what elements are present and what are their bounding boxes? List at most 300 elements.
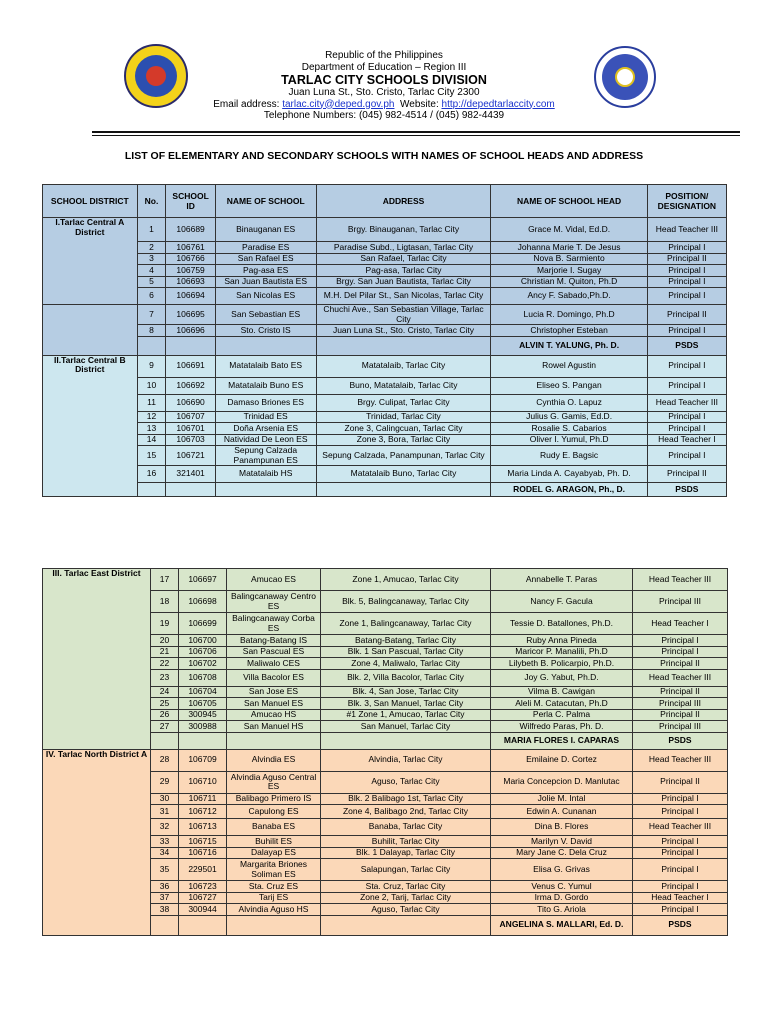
school-address-cell: Matatalaib, Tarlac City xyxy=(316,355,491,377)
school-name-cell: Batang-Batang IS xyxy=(227,635,321,647)
position-cell: Principal I xyxy=(633,805,728,819)
school-number-cell: 22 xyxy=(151,658,179,670)
school-head-cell: Emilaine D. Cortez xyxy=(491,749,633,771)
school-address-cell: San Manuel, Tarlac City xyxy=(321,721,491,733)
header-rule-thin xyxy=(92,135,740,136)
table-row xyxy=(43,434,727,446)
position-cell: Principal II xyxy=(647,253,726,265)
school-id-cell: 106761 xyxy=(166,242,215,254)
school-id-cell: 106711 xyxy=(179,793,227,805)
school-number-cell: 34 xyxy=(151,847,179,859)
school-head-cell: Rudy E. Bagsic xyxy=(491,446,647,466)
school-head-cell: Tessie D. Batallones, Ph.D. xyxy=(491,613,633,635)
column-header: ADDRESS xyxy=(316,185,491,218)
position-cell: Principal I xyxy=(647,355,726,377)
district-name-cell: II.Tarlac Central B District xyxy=(43,355,138,497)
psds-row xyxy=(43,483,727,497)
school-address-cell: #1 Zone 1, Amucao, Tarlac City xyxy=(321,709,491,721)
school-address-cell: Buhilit, Tarlac City xyxy=(321,836,491,848)
table-row xyxy=(43,242,727,254)
school-id-cell: 106709 xyxy=(179,749,227,771)
school-name-cell: Balingcanaway Centro ES xyxy=(227,591,321,613)
school-number-cell: 7 xyxy=(137,305,166,325)
empty-cell xyxy=(321,732,491,749)
school-address-cell: Aguso, Tarlac City xyxy=(321,904,491,916)
school-number-cell: 14 xyxy=(137,434,166,446)
school-name-cell: San Manuel ES xyxy=(227,698,321,710)
school-name-cell: Doña Arsenia ES xyxy=(215,423,316,435)
school-head-cell: Aleli M. Catacutan, Ph.D xyxy=(491,698,633,710)
school-number-cell: 38 xyxy=(151,904,179,916)
school-head-cell: Nancy F. Gacula xyxy=(491,591,633,613)
column-header: No. xyxy=(137,185,166,218)
empty-cell xyxy=(179,915,227,935)
psds-label-cell: PSDS xyxy=(647,483,726,497)
position-cell: Principal I xyxy=(633,847,728,859)
school-number-cell: 36 xyxy=(151,881,179,893)
website-link[interactable]: http://depedtarlaccity.com xyxy=(441,98,555,110)
school-head-cell: Edwin A. Cunanan xyxy=(491,805,633,819)
school-name-cell: Binauganan ES xyxy=(215,218,316,242)
empty-cell xyxy=(137,483,166,497)
position-cell: Principal II xyxy=(633,709,728,721)
school-address-cell: Blk. 1 Dalayap, Tarlac City xyxy=(321,847,491,859)
schools-table-part-2 xyxy=(42,568,728,936)
school-head-cell: Jolie M. Intal xyxy=(491,793,633,805)
school-id-cell: 106716 xyxy=(179,847,227,859)
letterhead xyxy=(0,50,768,122)
table-row xyxy=(43,411,727,423)
empty-cell xyxy=(227,732,321,749)
school-address-cell: Brgy. Culipat, Tarlac City xyxy=(316,394,491,411)
school-number-cell: 21 xyxy=(151,646,179,658)
header-phones: Telephone Numbers: (045) 982-4514 / (045) 982-4439 xyxy=(263,110,505,121)
school-number-cell: 25 xyxy=(151,698,179,710)
position-cell: Head Teacher I xyxy=(633,613,728,635)
school-address-cell: Sta. Cruz, Tarlac City xyxy=(321,881,491,893)
school-name-cell: Tarij ES xyxy=(227,892,321,904)
school-address-cell: Blk. 5, Balingcanaway, Tarlac City xyxy=(321,591,491,613)
school-name-cell: Damaso Briones ES xyxy=(215,394,316,411)
position-cell: Principal I xyxy=(633,904,728,916)
district-name-cell: IV. Tarlac North District A xyxy=(43,749,151,935)
school-name-cell: Villa Bacolor ES xyxy=(227,669,321,686)
column-header: NAME OF SCHOOL xyxy=(215,185,316,218)
school-number-cell: 17 xyxy=(151,569,179,591)
school-address-cell: Paradise Subd., Ligtasan, Tarlac City xyxy=(316,242,491,254)
table-header-row xyxy=(43,185,727,218)
school-head-cell: Dina B. Flores xyxy=(491,819,633,836)
school-number-cell: 32 xyxy=(151,819,179,836)
school-head-cell: Johanna Marie T. De Jesus xyxy=(491,242,647,254)
table-row xyxy=(43,305,727,325)
school-head-cell: Maria Linda A. Cayabyab, Ph. D. xyxy=(491,466,647,483)
empty-cell xyxy=(166,336,215,355)
school-name-cell: Balingcanaway Corba ES xyxy=(227,613,321,635)
table-row xyxy=(43,749,728,771)
school-number-cell: 27 xyxy=(151,721,179,733)
position-cell: Principal I xyxy=(633,836,728,848)
school-head-cell: Lilybeth B. Policarpio, Ph.D. xyxy=(491,658,633,670)
school-id-cell: 300945 xyxy=(179,709,227,721)
school-id-cell: 106721 xyxy=(166,446,215,466)
school-number-cell: 11 xyxy=(137,394,166,411)
school-head-cell: Irma D. Gordo xyxy=(491,892,633,904)
position-cell: Principal I xyxy=(633,859,728,881)
school-id-cell: 106759 xyxy=(166,265,215,277)
empty-cell xyxy=(151,732,179,749)
school-name-cell: Matatalaib Buno ES xyxy=(215,377,316,394)
school-id-cell: 106704 xyxy=(179,686,227,698)
school-name-cell: Paradise ES xyxy=(215,242,316,254)
school-id-cell: 106723 xyxy=(179,881,227,893)
header-address: Juan Luna St., Sto. Cristo, Tarlac City 2300 xyxy=(288,87,480,98)
school-address-cell: Banaba, Tarlac City xyxy=(321,819,491,836)
position-cell: Head Teacher III xyxy=(633,569,728,591)
school-id-cell: 106696 xyxy=(166,325,215,337)
school-number-cell: 5 xyxy=(137,276,166,288)
table-row xyxy=(43,325,727,337)
school-name-cell: Alvindia Aguso Central ES xyxy=(227,771,321,793)
position-cell: Principal I xyxy=(647,423,726,435)
table-row xyxy=(43,377,727,394)
header-line-republic: Republic of the Philippines xyxy=(325,50,443,61)
school-head-cell: Rosalie S. Cabarios xyxy=(491,423,647,435)
school-id-cell: 106694 xyxy=(166,288,215,305)
header-rule xyxy=(92,131,740,133)
school-head-cell: Venus C. Yumul xyxy=(491,881,633,893)
school-head-cell: Ancy F. Sabado,Ph.D. xyxy=(491,288,647,305)
school-head-cell: Maria Concepcion D. Manlutac xyxy=(491,771,633,793)
column-header: SCHOOL ID xyxy=(166,185,215,218)
school-id-cell: 106712 xyxy=(179,805,227,819)
empty-cell xyxy=(166,483,215,497)
empty-cell xyxy=(151,915,179,935)
position-cell: Head Teacher III xyxy=(633,819,728,836)
school-id-cell: 106703 xyxy=(166,434,215,446)
school-address-cell: Zone 3, Bora, Tarlac City xyxy=(316,434,491,446)
school-name-cell: Amucao HS xyxy=(227,709,321,721)
school-number-cell: 31 xyxy=(151,805,179,819)
school-number-cell: 20 xyxy=(151,635,179,647)
school-head-cell: Christopher Esteban xyxy=(491,325,647,337)
position-cell: Principal II xyxy=(633,686,728,698)
school-id-cell: 106698 xyxy=(179,591,227,613)
school-id-cell: 229501 xyxy=(179,859,227,881)
school-number-cell: 15 xyxy=(137,446,166,466)
header-contact xyxy=(0,99,768,111)
school-name-cell: Banaba ES xyxy=(227,819,321,836)
table-row xyxy=(43,466,727,483)
school-head-cell: Grace M. Vidal, Ed.D. xyxy=(491,218,647,242)
school-name-cell: Maliwalo CES xyxy=(227,658,321,670)
school-number-cell: 9 xyxy=(137,355,166,377)
school-id-cell: 106700 xyxy=(179,635,227,647)
school-number-cell: 6 xyxy=(137,288,166,305)
table-row xyxy=(43,253,727,265)
position-cell: Principal II xyxy=(633,658,728,670)
psds-name-cell: RODEL G. ARAGON, Ph., D. xyxy=(491,483,647,497)
school-number-cell: 10 xyxy=(137,377,166,394)
school-name-cell: San Jose ES xyxy=(227,686,321,698)
school-number-cell: 18 xyxy=(151,591,179,613)
school-id-cell: 106710 xyxy=(179,771,227,793)
school-name-cell: Matatalaib Bato ES xyxy=(215,355,316,377)
position-cell: Principal II xyxy=(633,771,728,793)
table-row xyxy=(43,265,727,277)
school-id-cell: 106690 xyxy=(166,394,215,411)
school-id-cell: 106692 xyxy=(166,377,215,394)
position-cell: Principal I xyxy=(647,276,726,288)
table-row xyxy=(43,423,727,435)
school-head-cell: Maricor P. Manalili, Ph.D xyxy=(491,646,633,658)
district-name-cell: I.Tarlac Central A District xyxy=(43,218,138,305)
school-name-cell: San Nicolas ES xyxy=(215,288,316,305)
school-address-cell: Chuchi Ave., San Sebastian Village, Tarlac City xyxy=(316,305,491,325)
table-row xyxy=(43,446,727,466)
position-cell: Principal I xyxy=(647,242,726,254)
table-row xyxy=(43,288,727,305)
psds-name-cell: MARIA FLORES I. CAPARAS xyxy=(491,732,633,749)
school-id-cell: 106715 xyxy=(179,836,227,848)
school-address-cell: Brgy. San Juan Bautista, Tarlac City xyxy=(316,276,491,288)
school-head-cell: Rowel Agustin xyxy=(491,355,647,377)
school-name-cell: Natividad De Leon ES xyxy=(215,434,316,446)
position-cell: Head Teacher I xyxy=(647,434,726,446)
school-number-cell: 29 xyxy=(151,771,179,793)
district-blank-cell xyxy=(43,305,138,356)
school-id-cell: 106697 xyxy=(179,569,227,591)
position-cell: Principal I xyxy=(647,377,726,394)
school-id-cell: 106713 xyxy=(179,819,227,836)
school-head-cell: Nova B. Sarmiento xyxy=(491,253,647,265)
school-id-cell: 106701 xyxy=(166,423,215,435)
school-number-cell: 26 xyxy=(151,709,179,721)
school-address-cell: Juan Luna St., Sto. Cristo, Tarlac City xyxy=(316,325,491,337)
school-address-cell: Matatalaib Buno, Tarlac City xyxy=(316,466,491,483)
school-id-cell: 106699 xyxy=(179,613,227,635)
school-address-cell: Salapungan, Tarlac City xyxy=(321,859,491,881)
school-head-cell: Eliseo S. Pangan xyxy=(491,377,647,394)
position-cell: Principal III xyxy=(633,591,728,613)
school-id-cell: 106705 xyxy=(179,698,227,710)
school-name-cell: San Rafael ES xyxy=(215,253,316,265)
school-id-cell: 106706 xyxy=(179,646,227,658)
table-row xyxy=(43,394,727,411)
school-head-cell: Joy G. Yabut, Ph.D. xyxy=(491,669,633,686)
school-head-cell: Ruby Anna Pineda xyxy=(491,635,633,647)
school-head-cell: Christian M. Quiton, Ph.D xyxy=(491,276,647,288)
school-address-cell: Zone 1, Balingcanaway, Tarlac City xyxy=(321,613,491,635)
empty-cell xyxy=(321,915,491,935)
school-head-cell: Vilma B. Cawigan xyxy=(491,686,633,698)
school-name-cell: Balibago Primero IS xyxy=(227,793,321,805)
school-head-cell: Cynthia O. Lapuz xyxy=(491,394,647,411)
empty-cell xyxy=(215,336,316,355)
position-cell: Principal I xyxy=(633,635,728,647)
school-head-cell: Oliver I. Yumul, Ph.D xyxy=(491,434,647,446)
school-address-cell: Blk. 2, Villa Bacolor, Tarlac City xyxy=(321,669,491,686)
school-name-cell: Pag-asa ES xyxy=(215,265,316,277)
school-address-cell: Trinidad, Tarlac City xyxy=(316,411,491,423)
school-number-cell: 35 xyxy=(151,859,179,881)
school-head-cell: Marilyn V. David xyxy=(491,836,633,848)
school-address-cell: Alvindia, Tarlac City xyxy=(321,749,491,771)
empty-cell xyxy=(316,336,491,355)
table-row xyxy=(43,218,727,242)
school-address-cell: Buno, Matatalaib, Tarlac City xyxy=(316,377,491,394)
school-number-cell: 30 xyxy=(151,793,179,805)
school-name-cell: Alvindia Aguso HS xyxy=(227,904,321,916)
school-id-cell: 106695 xyxy=(166,305,215,325)
position-cell: Head Teacher III xyxy=(647,218,726,242)
school-head-cell: Wilfredo Paras, Ph. D. xyxy=(491,721,633,733)
position-cell: Principal I xyxy=(647,411,726,423)
school-name-cell: Capulong ES xyxy=(227,805,321,819)
school-number-cell: 12 xyxy=(137,411,166,423)
header-line-department: Department of Education – Region III xyxy=(301,61,467,73)
school-head-cell: Mary Jane C. Dela Cruz xyxy=(491,847,633,859)
school-head-cell: Elisa G. Grivas xyxy=(491,859,633,881)
school-address-cell: M.H. Del Pilar St., San Nicolas, Tarlac City xyxy=(316,288,491,305)
email-link[interactable]: tarlac.city@deped.gov.ph xyxy=(282,98,395,110)
school-id-cell: 106693 xyxy=(166,276,215,288)
school-head-cell: Lucia R. Domingo, Ph.D xyxy=(491,305,647,325)
school-number-cell: 16 xyxy=(137,466,166,483)
school-id-cell: 300944 xyxy=(179,904,227,916)
school-id-cell: 106727 xyxy=(179,892,227,904)
school-name-cell: Buhilit ES xyxy=(227,836,321,848)
school-id-cell: 321401 xyxy=(166,466,215,483)
school-name-cell: Alvindia ES xyxy=(227,749,321,771)
position-cell: Head Teacher III xyxy=(633,749,728,771)
school-head-cell: Perla C. Palma xyxy=(491,709,633,721)
column-header: NAME OF SCHOOL HEAD xyxy=(491,185,647,218)
empty-cell xyxy=(137,336,166,355)
school-address-cell: Zone 4, Maliwalo, Tarlac City xyxy=(321,658,491,670)
position-cell: Head Teacher III xyxy=(647,394,726,411)
column-header: SCHOOL DISTRICT xyxy=(43,185,138,218)
school-name-cell: San Sebastian ES xyxy=(215,305,316,325)
school-address-cell: Zone 3, Calingcuan, Tarlac City xyxy=(316,423,491,435)
table-row xyxy=(43,569,728,591)
school-name-cell: Sta. Cruz ES xyxy=(227,881,321,893)
school-address-cell: Batang-Batang, Tarlac City xyxy=(321,635,491,647)
school-head-cell: Tito G. Ariola xyxy=(491,904,633,916)
school-address-cell: Blk. 4, San Jose, Tarlac City xyxy=(321,686,491,698)
school-name-cell: Matatalaib HS xyxy=(215,466,316,483)
school-number-cell: 28 xyxy=(151,749,179,771)
school-number-cell: 1 xyxy=(137,218,166,242)
school-address-cell: Pag-asa, Tarlac City xyxy=(316,265,491,277)
empty-cell xyxy=(227,915,321,935)
district-name-cell: III. Tarlac East District xyxy=(43,569,151,750)
position-cell: Principal I xyxy=(647,446,726,466)
school-address-cell: Aguso, Tarlac City xyxy=(321,771,491,793)
school-name-cell: San Juan Bautista ES xyxy=(215,276,316,288)
school-name-cell: San Pascual ES xyxy=(227,646,321,658)
school-head-cell: Julius G. Gamis, Ed.D. xyxy=(491,411,647,423)
school-number-cell: 37 xyxy=(151,892,179,904)
school-name-cell: Margarita Briones Soliman ES xyxy=(227,859,321,881)
position-cell: Principal III xyxy=(633,721,728,733)
school-name-cell: Trinidad ES xyxy=(215,411,316,423)
school-name-cell: Sepung Calzada Panampunan ES xyxy=(215,446,316,466)
psds-row xyxy=(43,336,727,355)
school-number-cell: 8 xyxy=(137,325,166,337)
school-number-cell: 4 xyxy=(137,265,166,277)
school-address-cell: Zone 1, Amucao, Tarlac City xyxy=(321,569,491,591)
school-number-cell: 3 xyxy=(137,253,166,265)
school-name-cell: Amucao ES xyxy=(227,569,321,591)
school-id-cell: 106689 xyxy=(166,218,215,242)
school-head-cell: Marjorie I. Sugay xyxy=(491,265,647,277)
website-label: Website: xyxy=(394,98,442,110)
position-cell: Principal II xyxy=(647,305,726,325)
school-address-cell: Blk. 1 San Pascual, Tarlac City xyxy=(321,646,491,658)
school-address-cell: Zone 2, Tarij, Tarlac City xyxy=(321,892,491,904)
school-id-cell: 106708 xyxy=(179,669,227,686)
school-number-cell: 13 xyxy=(137,423,166,435)
school-name-cell: Dalayap ES xyxy=(227,847,321,859)
school-address-cell: Sepung Calzada, Panampunan, Tarlac City xyxy=(316,446,491,466)
school-id-cell: 106702 xyxy=(179,658,227,670)
psds-name-cell: ALVIN T. YALUNG, Ph. D. xyxy=(491,336,647,355)
school-address-cell: Zone 4, Balibago 2nd, Tarlac City xyxy=(321,805,491,819)
school-number-cell: 24 xyxy=(151,686,179,698)
psds-label-cell: PSDS xyxy=(633,732,728,749)
position-cell: Principal II xyxy=(647,466,726,483)
empty-cell xyxy=(215,483,316,497)
school-address-cell: Brgy. Binauganan, Tarlac City xyxy=(316,218,491,242)
school-address-cell: San Rafael, Tarlac City xyxy=(316,253,491,265)
school-head-cell: Annabelle T. Paras xyxy=(491,569,633,591)
school-address-cell: Blk. 3, San Manuel, Tarlac City xyxy=(321,698,491,710)
email-label: Email address: xyxy=(213,98,283,110)
position-cell: Principal I xyxy=(647,265,726,277)
division-name: TARLAC CITY SCHOOLS DIVISION xyxy=(281,73,487,87)
position-cell: Principal III xyxy=(633,698,728,710)
psds-label-cell: PSDS xyxy=(647,336,726,355)
position-cell: Principal I xyxy=(633,646,728,658)
empty-cell xyxy=(179,732,227,749)
table-row xyxy=(43,276,727,288)
school-id-cell: 300988 xyxy=(179,721,227,733)
position-cell: Principal I xyxy=(647,288,726,305)
column-header: POSITION/ DESIGNATION xyxy=(647,185,726,218)
position-cell: Head Teacher I xyxy=(633,892,728,904)
empty-cell xyxy=(316,483,491,497)
school-name-cell: Sto. Cristo IS xyxy=(215,325,316,337)
school-name-cell: San Manuel HS xyxy=(227,721,321,733)
psds-label-cell: PSDS xyxy=(633,915,728,935)
psds-name-cell: ANGELINA S. MALLARI, Ed. D. xyxy=(491,915,633,935)
school-number-cell: 33 xyxy=(151,836,179,848)
schools-table-part-1 xyxy=(42,184,727,497)
school-id-cell: 106691 xyxy=(166,355,215,377)
school-number-cell: 2 xyxy=(137,242,166,254)
document-title: LIST OF ELEMENTARY AND SECONDARY SCHOOLS WITH NAMES OF SCHOOL HEADS AND ADDRESS xyxy=(124,150,644,162)
position-cell: Head Teacher III xyxy=(633,669,728,686)
school-id-cell: 106707 xyxy=(166,411,215,423)
position-cell: Principal I xyxy=(647,325,726,337)
school-number-cell: 23 xyxy=(151,669,179,686)
position-cell: Principal I xyxy=(633,881,728,893)
school-number-cell: 19 xyxy=(151,613,179,635)
school-address-cell: Blk. 2 Balibago 1st, Tarlac City xyxy=(321,793,491,805)
position-cell: Principal I xyxy=(633,793,728,805)
table-row xyxy=(43,355,727,377)
